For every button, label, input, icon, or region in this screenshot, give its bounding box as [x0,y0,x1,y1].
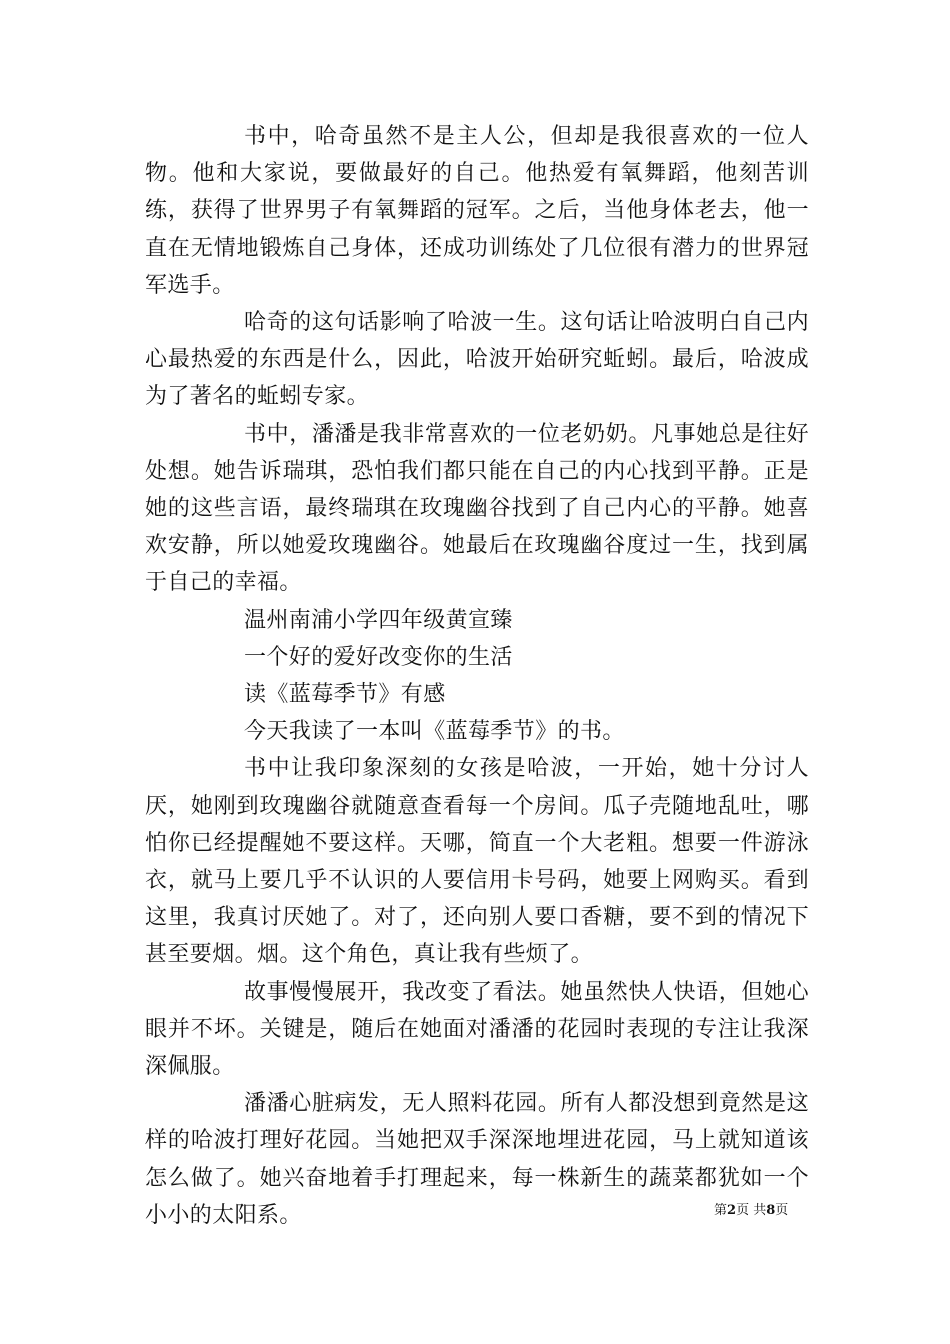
document-body [145,118,809,1234]
essay-subtitle: 读《蓝莓季节》有感 [244,682,446,708]
paragraph-7: 潘潘心脏病发，无人照料花园。所有人都没想到竟然是这样的哈波打理好花园。当她把双手深深地埋进花园，马上就知道该怎么做了。她兴奋地着手打理起来，每一株新生的蔬菜都犹如一个小小的太阳系。 [145,1091,809,1228]
page-number-footer [714,1202,788,1220]
footer-suffix: 页 [775,1203,789,1218]
paragraph-4: 今天我读了一本叫《蓝莓季节》的书。 [244,719,625,745]
paragraph-2: 哈奇的这句话影响了哈波一生。这句话让哈波明白自己内心最热爱的东西是什么，因此，哈波开始研究蚯蚓。最后，哈波成为了著名的蚯蚓专家。 [145,310,809,410]
paragraph-6: 故事慢慢展开，我改变了看法。她虽然快人快语，但她心眼并不坏。关键是，随后在她面对潘潘的花园时表现的专注让我深深佩服。 [145,979,809,1080]
footer-middle: 页 共 [736,1203,767,1218]
paragraph-1: 书中，哈奇虽然不是主人公，但却是我很喜欢的一位人物。他和大家说，要做最好的自己。他热爱有氧舞蹈，他刻苦训练，获得了世界男子有氧舞蹈的冠军。之后，当他身体老去，他一直在无情地锻炼自己身体，还成功训练处了几位很有潜力的世界冠军选手。 [145,124,809,298]
footer-prefix: 第 [714,1203,728,1218]
paragraph-5: 书中让我印象深刻的女孩是哈波，一开始，她十分讨人厌，她刚到玫瑰幽谷就随意查看每一个房间。瓜子壳随地乱吐，哪怕你已经提醒她不要这样。天哪，简直一个大老粗。想要一件游泳衣，就马上要几乎不认识的人要信用卡号码，她要上网购买。看到这里，我真讨厌她了。对了，还向别人要口香糖，要不到的情况下甚至要烟。烟。这个角色，真让我有些烦了。 [145,756,809,968]
essay-title: 一个好的爱好改变你的生活 [244,644,513,670]
author-line: 温州南浦小学四年级黄宣臻 [244,607,513,633]
footer-current-page: 2 [727,1203,737,1218]
footer-total-pages: 8 [766,1203,776,1218]
paragraph-3: 书中，潘潘是我非常喜欢的一位老奶奶。凡事她总是往好处想。她告诉瑞琪，恐怕我们都只能在自己的内心找到平静。正是她的这些言语，最终瑞琪在玫瑰幽谷找到了自己内心的平静。她喜欢安静，所以她爱玫瑰幽谷。她最后在玫瑰幽谷度过一生，找到属于自己的幸福。 [145,421,809,596]
